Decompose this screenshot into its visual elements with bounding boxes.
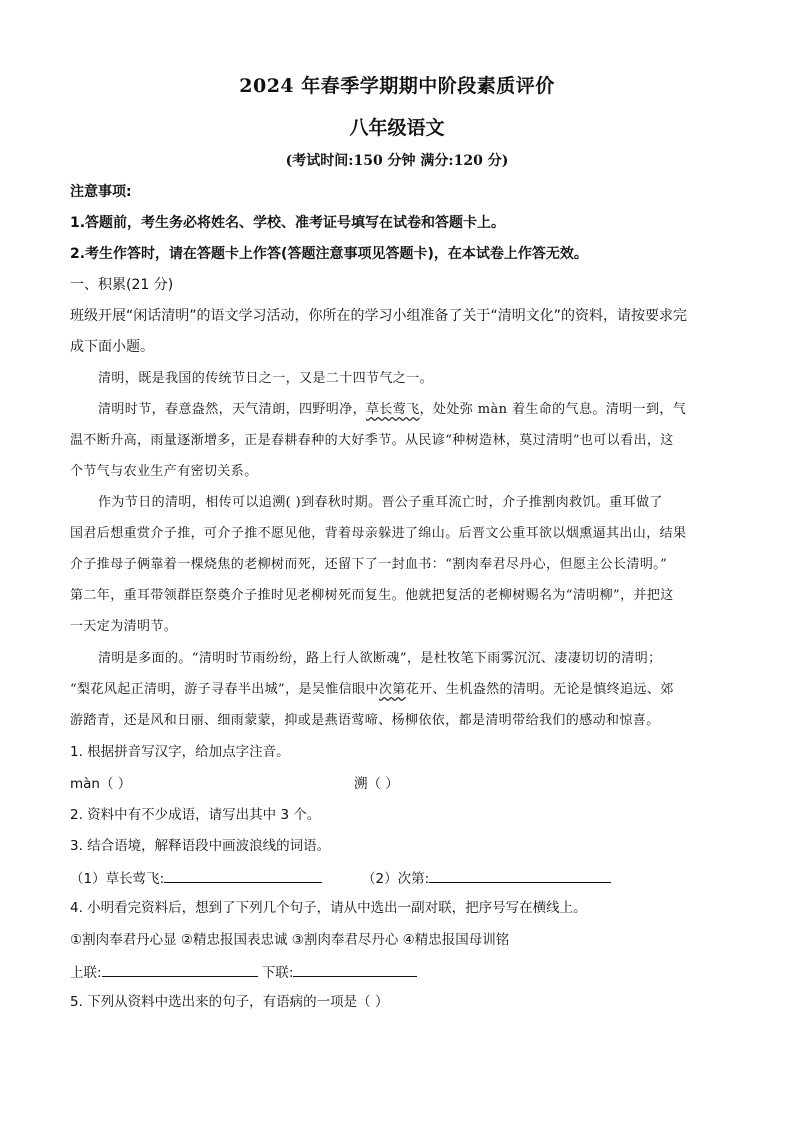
question-4: 4. 小明看完资料后，想到了下列几个句子，请从中选出一副对联，把序号写在横线上。 — [70, 900, 587, 916]
question-3: 3. 结合语境，解释语段中画波浪线的词语。 — [70, 838, 331, 854]
answer-line-caozhangyingfei[interactable] — [164, 867, 322, 883]
answer-blank-man[interactable]: màn（ ） — [70, 776, 132, 792]
passage-text: 花开、生机盎然的清明。无论是慎终追远、郊 — [405, 682, 674, 697]
passage-paragraph-3-line-1: 作为节日的清明，相传可以追溯( )到春秋时期。晋公子重耳流亡时，介子推割肉救饥。重耳做了 — [98, 495, 663, 510]
answer-blank-su[interactable]: 溯（ ） — [354, 776, 399, 792]
notice-heading: 注意事项: — [70, 184, 132, 200]
passage-paragraph-4-line-1: 清明是多面的。“清明时节雨纷纷，路上行人欲断魂”，是杜牧笔下雨雾沉沉、凄凄切切的清明； — [98, 651, 662, 666]
passage-paragraph-2-line-3: 个节气与农业生产有密切关系。 — [70, 464, 258, 479]
exam-subject: 八年级语文 — [349, 117, 445, 139]
passage-paragraph-1: 清明，既是我国的传统节日之一，又是二十四节气之一。 — [98, 371, 434, 386]
answer-line-upper-couplet[interactable] — [102, 961, 258, 977]
section-intro-line-1: 班级开展“闲话清明”的语文学习活动，你所在的学习小组准备了关于“清明文化”的资料，请按要求完 — [70, 308, 688, 324]
question-5: 5. 下列从资料中选出来的句子，有语病的一项是（ ） — [70, 994, 389, 1010]
label-upper-couplet: 上联: — [70, 965, 102, 981]
notice-item-2: 2.考生作答时，请在答题卡上作答(答题注意事项见答题卡)，在本试卷上作答无效。 — [70, 246, 588, 262]
label-caozhangyingfei: （1）草长莺飞: — [70, 871, 165, 887]
question-1-answers — [70, 774, 724, 794]
wavy-underlined-phrase: 次第 — [378, 682, 406, 697]
section-heading: 一、积累(21 分) — [70, 277, 174, 293]
label-cidi: （2）次第: — [362, 871, 430, 887]
exam-title: 2024 年春季学期期中阶段素质评价 — [239, 75, 555, 97]
label-lower-couplet: 下联: — [261, 965, 294, 981]
question-4-options: ①割肉奉君丹心显 ②精忠报国表忠诚 ③割肉奉君尽丹心 ④精忠报国母训铭 — [70, 932, 510, 948]
section-intro-line-2: 成下面小题。 — [70, 339, 154, 355]
exam-page — [70, 0, 724, 1123]
wavy-underlined-phrase: 草长莺飞 — [366, 402, 420, 417]
passage-paragraph-2-line-2: 温不断升高，雨量逐渐增多，正是春耕春种的大好季节。从民谚“种树造林，莫过清明”也可以看出，这 — [70, 433, 674, 448]
question-3-answers — [70, 867, 724, 889]
passage-paragraph-3-line-5: 一天定为清明节。 — [70, 619, 178, 634]
passage-paragraph-3-line-4: 第二年，重耳带领群臣祭奠介子推时见老柳树死而复生。他就把复活的老柳树赐名为“清明柳”，并把这 — [70, 588, 674, 603]
answer-line-lower-couplet[interactable] — [293, 961, 417, 977]
exam-info: (考试时间:150 分钟 满分:120 分) — [285, 153, 509, 169]
passage-paragraph-3-line-3: 介子推母子俩靠着一棵烧焦的老柳树而死，还留下了一封血书：“割肉奉君尽丹心，但愿主公长清明。” — [70, 557, 668, 572]
passage-text: ，处处弥 màn 着生命的气息。清明一到，气 — [419, 402, 687, 417]
answer-line-cidi[interactable] — [429, 867, 611, 883]
passage-paragraph-4-line-2 — [70, 680, 724, 700]
passage-text: 清明时节，春意盎然，天气清朗，四野明净， — [98, 402, 367, 417]
passage-paragraph-4-line-3: 游踏青，还是风和日丽、细雨蒙蒙，抑或是燕语莺啼、杨柳依依，都是清明带给我们的感动和惊喜。 — [70, 713, 660, 728]
notice-item-1: 1.答题前，考生务必将姓名、学校、准考证号填写在试卷和答题卡上。 — [70, 215, 506, 231]
passage-paragraph-2-line-1 — [70, 400, 752, 420]
question-2: 2. 资料中有不少成语，请写出其中 3 个。 — [70, 807, 321, 823]
passage-text: “梨花风起正清明，游子寻春半出城”，是吴惟信眼中 — [70, 682, 379, 697]
passage-paragraph-3-line-2: 国君后想重赏介子推，可介子推不愿见他，背着母亲躲进了绵山。后晋文公重耳欲以烟熏逼其出山，结果 — [70, 526, 687, 541]
question-1: 1. 根据拼音写汉字，给加点字注音。 — [70, 744, 290, 760]
question-4-answers — [70, 961, 724, 983]
